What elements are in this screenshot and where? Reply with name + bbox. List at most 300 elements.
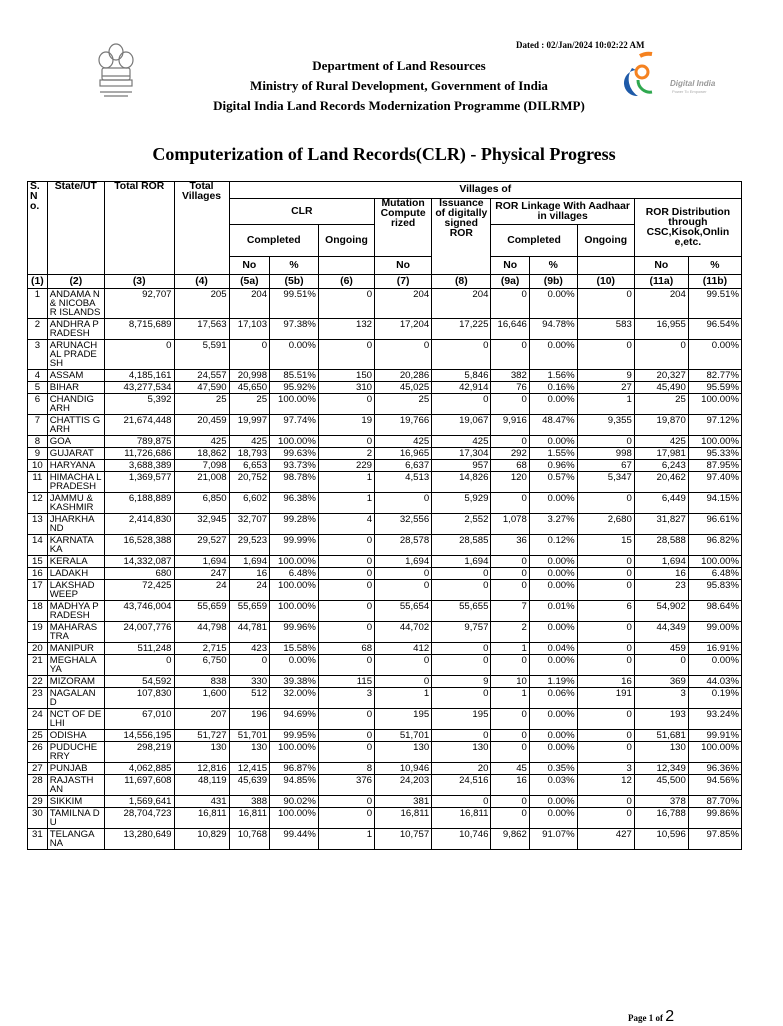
row-cell: 16 [577,676,634,688]
row-cell: 195 [375,709,432,730]
column-number: (9a) [491,275,529,289]
row-cell: 107,830 [104,688,174,709]
row-cell: 431 [174,796,229,808]
table-row [28,289,742,319]
row-cell: 1.19% [529,676,577,688]
row-cell: 68 [491,460,529,472]
row-sno: 1 [28,289,48,319]
row-cell: 11,726,686 [104,448,174,460]
row-cell: 19,870 [634,415,688,436]
row-cell: 95.59% [688,382,741,394]
row-sno: 26 [28,742,48,763]
row-cell: 2,414,830 [104,514,174,535]
row-cell: 0 [229,655,270,676]
col-villages-of: Villages of [229,182,741,199]
row-cell: 0.00% [270,655,319,676]
row-cell: 0 [318,289,374,319]
col-5a-no: No [229,257,270,275]
row-state: BIHAR [47,382,104,394]
row-cell: 204 [229,289,270,319]
row-cell: 789,875 [104,436,174,448]
row-cell: 36 [491,535,529,556]
row-sno: 2 [28,319,48,340]
row-cell: 87.95% [688,460,741,472]
row-cell: 0 [491,568,529,580]
table-row [28,622,742,643]
row-cell: 0 [318,742,374,763]
col-11a-no: No [634,257,688,275]
row-cell: 376 [318,775,374,796]
row-cell: 1 [577,394,634,415]
row-cell: 32,556 [375,514,432,535]
row-cell: 204 [432,289,491,319]
row-cell: 100.00% [270,556,319,568]
row-cell: 0 [491,655,529,676]
row-cell: 98.78% [270,472,319,493]
row-cell: 14,826 [432,472,491,493]
row-cell: 1.55% [529,448,577,460]
row-cell: 0.19% [688,688,741,709]
row-sno: 12 [28,493,48,514]
row-state: KERALA [47,556,104,568]
row-cell: 150 [318,370,374,382]
row-cell: 0 [432,580,491,601]
row-cell: 1,694 [174,556,229,568]
row-cell: 45,490 [634,382,688,394]
row-cell: 48,119 [174,775,229,796]
row-cell: 0 [318,436,374,448]
row-cell: 72,425 [104,580,174,601]
row-cell: 16,811 [174,808,229,829]
row-state: CHANDIG ARH [47,394,104,415]
table-row [28,556,742,568]
row-cell: 7,098 [174,460,229,472]
row-cell: 0 [577,556,634,568]
row-cell: 427 [577,829,634,850]
row-cell: 47,590 [174,382,229,394]
row-cell: 51,681 [634,730,688,742]
row-sno: 10 [28,460,48,472]
row-cell: 99.28% [270,514,319,535]
column-number: (9b) [529,275,577,289]
row-cell: 90.02% [270,796,319,808]
row-cell: 54,902 [634,601,688,622]
row-cell: 292 [491,448,529,460]
row-cell: 21,008 [174,472,229,493]
row-cell: 17,225 [432,319,491,340]
row-cell: 1,694 [375,556,432,568]
row-cell: 7 [491,601,529,622]
row-cell: 12,415 [229,763,270,775]
row-cell: 6.48% [688,568,741,580]
row-cell: 24 [174,580,229,601]
table-row [28,535,742,556]
row-state: RAJASTH AN [47,775,104,796]
row-cell: 0 [577,808,634,829]
row-cell: 100.00% [270,808,319,829]
row-cell: 43,277,534 [104,382,174,394]
row-cell: 3 [577,763,634,775]
row-cell: 1,600 [174,688,229,709]
row-cell: 87.70% [688,796,741,808]
row-state: MANIPUR [47,643,104,655]
row-cell: 98.64% [688,601,741,622]
row-cell: 423 [229,643,270,655]
row-cell: 132 [318,319,374,340]
row-cell: 14,332,087 [104,556,174,568]
row-cell: 99.95% [270,730,319,742]
row-cell: 0 [432,394,491,415]
row-cell: 16,811 [375,808,432,829]
row-cell: 0 [577,580,634,601]
row-cell: 4 [318,514,374,535]
row-cell: 0.16% [529,382,577,394]
row-cell: 45 [491,763,529,775]
row-cell: 12 [577,775,634,796]
row-cell: 48.47% [529,415,577,436]
row-cell: 91.07% [529,829,577,850]
row-cell: 0 [318,535,374,556]
row-cell: 100.00% [270,394,319,415]
row-cell: 0.06% [529,688,577,709]
row-cell: 425 [432,436,491,448]
row-cell: 680 [104,568,174,580]
table-row [28,676,742,688]
row-cell: 10,746 [432,829,491,850]
row-cell: 0 [634,340,688,370]
row-state: JAMMU & KASHMIR [47,493,104,514]
column-number: (2) [47,275,104,289]
row-cell: 99.44% [270,829,319,850]
row-cell: 1 [375,688,432,709]
row-sno: 14 [28,535,48,556]
row-cell: 51,701 [229,730,270,742]
row-cell: 1,694 [634,556,688,568]
column-number: (5a) [229,275,270,289]
total-pages: 2 [665,1008,675,1025]
column-number-row [28,275,742,289]
row-sno: 23 [28,688,48,709]
digital-india-logo [626,50,716,102]
row-cell: 459 [634,643,688,655]
row-cell: 6,449 [634,493,688,514]
row-cell: 27 [577,382,634,394]
row-cell: 17,304 [432,448,491,460]
row-cell: 0.00% [529,655,577,676]
row-state: MEGHALA YA [47,655,104,676]
logo-text: Digital India [670,79,716,88]
row-cell: 207 [174,709,229,730]
row-cell: 1 [318,472,374,493]
row-cell: 4,062,885 [104,763,174,775]
clr-progress-table [27,181,742,850]
table-row [28,601,742,622]
row-cell: 44,349 [634,622,688,643]
row-cell: 16,811 [229,808,270,829]
table-row [28,370,742,382]
row-cell: 99.51% [270,289,319,319]
row-cell: 957 [432,460,491,472]
row-cell: 9,355 [577,415,634,436]
row-cell: 100.00% [688,436,741,448]
col-clr: CLR [229,199,374,225]
table-row [28,382,742,394]
row-sno: 31 [28,829,48,850]
row-cell: 39.38% [270,676,319,688]
row-cell: 0.00% [688,655,741,676]
row-cell: 94.69% [270,709,319,730]
column-number: (6) [318,275,374,289]
row-cell: 130 [229,742,270,763]
row-cell: 0 [577,742,634,763]
row-cell: 193 [634,709,688,730]
row-cell: 0 [577,796,634,808]
row-sno: 7 [28,415,48,436]
row-state: ANDHRA PRADESH [47,319,104,340]
row-sno: 22 [28,676,48,688]
table-row [28,655,742,676]
row-cell: 511,248 [104,643,174,655]
row-cell: 0 [577,493,634,514]
table-row [28,643,742,655]
row-cell: 0 [318,340,374,370]
row-state: PUNJAB [47,763,104,775]
row-cell: 0 [375,493,432,514]
row-cell: 67,010 [104,709,174,730]
column-number: (11b) [688,275,741,289]
row-cell: 24 [229,580,270,601]
row-cell: 5,392 [104,394,174,415]
row-cell: 0 [491,730,529,742]
row-cell: 55,655 [432,601,491,622]
col-link-ongoing: Ongoing [577,225,634,257]
row-cell: 425 [174,436,229,448]
row-cell: 51,727 [174,730,229,742]
row-cell: 0.96% [529,460,577,472]
row-cell: 6 [577,601,634,622]
row-cell: 20,462 [634,472,688,493]
row-cell: 0 [375,340,432,370]
table-row [28,688,742,709]
table-row [28,460,742,472]
row-cell: 32,707 [229,514,270,535]
row-cell: 85.51% [270,370,319,382]
row-cell: 45,025 [375,382,432,394]
row-cell: 12,816 [174,763,229,775]
row-cell: 6.48% [270,568,319,580]
row-cell: 3 [318,688,374,709]
row-cell: 0 [491,796,529,808]
row-cell: 0.00% [529,709,577,730]
row-cell: 0.00% [529,340,577,370]
row-cell: 130 [174,742,229,763]
row-cell: 17,204 [375,319,432,340]
row-cell: 4,513 [375,472,432,493]
row-cell: 19,997 [229,415,270,436]
column-number: (3) [104,275,174,289]
row-cell: 9 [577,370,634,382]
row-cell: 16 [229,568,270,580]
table-row [28,568,742,580]
row-sno: 19 [28,622,48,643]
row-cell: 55,654 [375,601,432,622]
row-cell: 6,653 [229,460,270,472]
row-cell: 16,965 [375,448,432,460]
row-cell: 8 [318,763,374,775]
table-row [28,808,742,829]
row-cell: 20,327 [634,370,688,382]
row-cell: 10,946 [375,763,432,775]
row-cell: 1 [318,493,374,514]
row-cell: 100.00% [270,436,319,448]
row-cell: 11,697,608 [104,775,174,796]
row-cell: 130 [432,742,491,763]
row-cell: 0.00% [529,493,577,514]
row-cell: 0 [432,730,491,742]
col-state: State/UT [47,182,104,275]
row-cell: 0 [577,730,634,742]
row-state: LADAKH [47,568,104,580]
col-9a-no: No [491,257,529,275]
row-cell: 9,862 [491,829,529,850]
row-sno: 5 [28,382,48,394]
row-cell: 512 [229,688,270,709]
row-state: HARYANA [47,460,104,472]
row-cell: 14,556,195 [104,730,174,742]
row-cell: 19 [318,415,374,436]
row-cell: 388 [229,796,270,808]
row-cell: 0 [229,340,270,370]
row-cell: 97.74% [270,415,319,436]
col-clr-completed: Completed [229,225,318,257]
row-cell: 17,103 [229,319,270,340]
row-state: HIMACHA L PRADESH [47,472,104,493]
row-cell: 45,500 [634,775,688,796]
row-cell: 0.04% [529,643,577,655]
row-cell: 130 [634,742,688,763]
row-cell: 381 [375,796,432,808]
table-row [28,580,742,601]
col-ror-linkage: ROR Linkage With Aadhaar in villages [491,199,634,225]
row-sno: 20 [28,643,48,655]
row-cell: 51,701 [375,730,432,742]
row-cell: 2 [318,448,374,460]
row-cell: 31,827 [634,514,688,535]
row-cell: 21,674,448 [104,415,174,436]
col-9b-pct: % [529,257,577,275]
row-cell: 1 [491,688,529,709]
row-cell: 67 [577,460,634,472]
row-sno: 30 [28,808,48,829]
column-number: (11a) [634,275,688,289]
row-cell: 32.00% [270,688,319,709]
table-row [28,763,742,775]
row-cell: 0.00% [529,622,577,643]
row-sno: 17 [28,580,48,601]
row-sno: 6 [28,394,48,415]
row-cell: 0 [432,568,491,580]
row-cell: 44.03% [688,676,741,688]
row-cell: 28,704,723 [104,808,174,829]
row-state: ASSAM [47,370,104,382]
row-cell: 0 [634,655,688,676]
col-11b-pct: % [688,257,741,275]
row-cell: 23 [634,580,688,601]
row-cell: 0.12% [529,535,577,556]
row-cell: 1,694 [229,556,270,568]
row-cell: 0 [318,601,374,622]
row-sno: 16 [28,568,48,580]
row-cell: 100.00% [688,556,741,568]
department-heading: Department of Land Resources [312,58,486,73]
row-cell: 10,596 [634,829,688,850]
row-cell: 44,781 [229,622,270,643]
row-cell: 6,637 [375,460,432,472]
row-cell: 100.00% [270,580,319,601]
row-cell: 5,591 [174,340,229,370]
row-cell: 0.00% [529,394,577,415]
row-cell: 25 [174,394,229,415]
row-cell: 10,829 [174,829,229,850]
row-cell: 0 [491,436,529,448]
row-cell: 0 [491,493,529,514]
row-cell: 24,557 [174,370,229,382]
row-cell: 97.12% [688,415,741,436]
col-issuance: Issuance of digitally signed ROR [432,199,491,275]
row-cell: 29,527 [174,535,229,556]
row-cell: 6,188,889 [104,493,174,514]
row-sno: 27 [28,763,48,775]
table-row [28,448,742,460]
col-ror-distribution: ROR Distribution through CSC,Kisok,Onlin e,etc. [634,199,741,257]
row-cell: 0 [432,655,491,676]
table-row [28,493,742,514]
row-cell: 0 [491,709,529,730]
row-cell: 16.91% [688,643,741,655]
row-cell: 96.87% [270,763,319,775]
row-cell: 20,752 [229,472,270,493]
row-state: TELANGA NA [47,829,104,850]
row-state: LAKSHAD WEEP [47,580,104,601]
row-state: TAMILNA DU [47,808,104,829]
table-row [28,829,742,850]
column-number: (5b) [270,275,319,289]
row-cell: 16 [491,775,529,796]
row-cell: 0.00% [529,742,577,763]
row-cell: 1,078 [491,514,529,535]
row-cell: 5,846 [432,370,491,382]
row-cell: 6,750 [174,655,229,676]
dated-timestamp: Dated : 02/Jan/2024 10:02:22 AM [516,40,645,50]
row-cell: 0 [491,556,529,568]
row-state: CHATTIS GARH [47,415,104,436]
col-sno: S. N o. [28,182,48,275]
row-cell: 96.54% [688,319,741,340]
page-indicator [628,1008,674,1026]
row-cell: 15.58% [270,643,319,655]
row-cell: 2,715 [174,643,229,655]
row-cell: 0 [318,808,374,829]
row-cell: 0.00% [529,796,577,808]
row-cell: 0.57% [529,472,577,493]
row-sno: 13 [28,514,48,535]
column-number: (10) [577,275,634,289]
row-cell: 0 [491,742,529,763]
row-cell: 6,850 [174,493,229,514]
row-cell: 0 [318,622,374,643]
row-cell: 95.33% [688,448,741,460]
row-cell: 24,203 [375,775,432,796]
